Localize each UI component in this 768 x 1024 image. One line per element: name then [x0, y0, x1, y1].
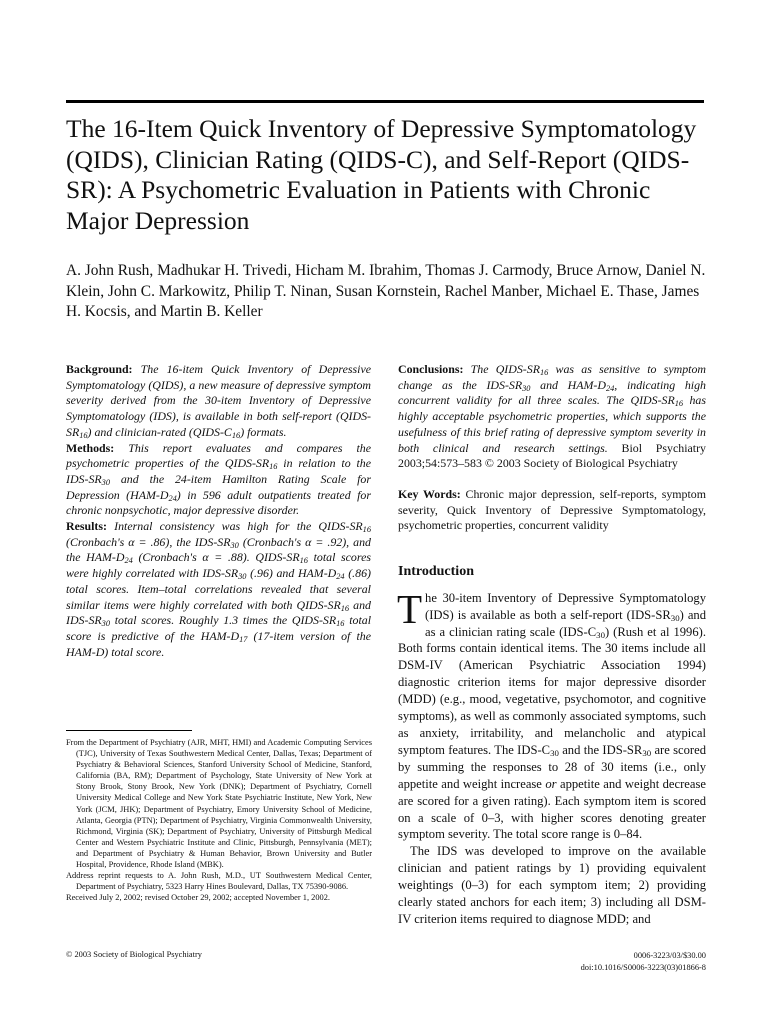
- footer-ids: [581, 950, 706, 974]
- footnotes: [66, 737, 372, 903]
- author-list: A. John Rush, Madhukar H. Trivedi, Hicham M. Ibrahim, Thomas J. Carmody, Bruce Arnow, Daniel N. Klein, John C. Markowitz, Philip T. Ninan, Susan Kornstein, Rachel Manber, Michael E. Thase, James H. Kocsis, and Martin B. Keller: [66, 262, 706, 320]
- abstract-methods: Methods: This report evaluates and compares the psychometric properties of the QIDS-$SR_{16}$ in relation to the IDS-$SR_{30}$ and the 24-item Hamilton Rating Scale for Depression $(HAM-D_{24})$ in 596 adult outpatients treated for chronic nonpsychotic, major depressive disorder.: [66, 440, 371, 518]
- top-rule: [66, 100, 704, 103]
- abstract-left-column: [66, 362, 371, 660]
- key-words: Key Words: Chronic major depression, self-reports, symptom severity, Quick Inventory of Depressive Symptomatology, psychometric properties, concurrent validity: [398, 486, 706, 533]
- abstract-conclusions: Conclusions: The QIDS-$SR_{16}$ was as sensitive to symptom change as the IDS-$SR_{30}$ and HAM-$D_{24}$, indicating high concurrent validity for all three scales. The QIDS-$SR_{16}$ has highly acceptable psychometric properties, which supports the usefulness of this brief rating of depressive symptom severity in both clinical and research settings. Biol Psychiatry 2003;54:573–583 © 2003 Society of Biological Psychiatry: [398, 362, 707, 471]
- issn: 0006-3223/03/$30.00: [633, 951, 706, 960]
- article-title: The 16-Item Quick Inventory of Depressive Symptomatology (QIDS), Clinician Rating (QIDS-C), and Self-Report (QIDS-SR): A Psychometric Evaluation in Patients with Chronic Major Depression: [66, 114, 697, 235]
- drop-cap: T: [397, 585, 423, 632]
- doi: doi:10.1016/S0006-3223(03)01866-8: [580, 963, 706, 972]
- affiliations-footnote: From the Department of Psychiatry (AJR, MHT, HMI) and Academic Computing Services (TJC), University of Texas Southwestern Medical Center, Dallas, Texas; Department of Psychiatry & Behavioral Sciences, Stanford University School of Medicine, Stanford, California (BA, RM); Department of Psychology, State University of New York at Stony Brook, Stony Brook, New York (DNK); Department of Psychiatry, Cornell University Medical College and New York State Psychiatric Institute, New York, New York (JCM, JHK); Department of Psychiatry, Emory University School of Medicine, Atlanta, Georgia (PTN); Department of Psychiatry, Virginia Commonwealth University, Richmond, Virginia (SK); Department of Psychiatry, University of Pittsburgh Medical Center and Western Psychiatric Institute and Clinic, Pittsburgh, Pennsylvania (MET); and Department of Psychiatry & Human Behavior, Brown University and Butler Hospital, Providence, Rhode Island (MBK).: [66, 738, 372, 870]
- introduction-heading: Introduction: [398, 564, 474, 580]
- abstract-results: Results: Internal consistency was high for the QIDS-$SR_{16}$ (Cronbach's α = .86), the IDS-$SR_{30}$ (Cronbach's α = .92), and the HAM-$D_{24}$ (Cronbach's α = .88). QIDS-$SR_{16}$ total scores were highly correlated with IDS-$SR_{30}$ (.96) and HAM-$D_{24}$ (.86) total scores. Item–total correlations revealed that several similar items were highly correlated with both QIDS-$SR_{16}$ and IDS-$SR_{30}$ total scores. Roughly 1.3 times the QIDS-$SR_{16}$ total score is predictive of the HAM-$D_{17}$ (17-item version of the HAM-D) total score.: [66, 519, 371, 659]
- received-footnote: Received July 2, 2002; revised October 29, 2002; accepted November 1, 2002.: [66, 893, 330, 903]
- intro-paragraph-2: The IDS was developed to improve on the available clinician and patient ratings by 1) providing equivalent weightings (0–3) for each symptom item; 2) providing clearly stated anchors for each item; 3) including all DSM-IV criterion items required to diagnose MDD; and: [398, 844, 706, 926]
- citation: Biol Psychiatry 2003;54:573–583 © 2003 Society of Biological Psychiatry: [398, 440, 706, 471]
- right-column: [398, 362, 706, 928]
- copyright: © 2003 Society of Biological Psychiatry: [66, 950, 202, 959]
- introduction-body: [397, 585, 706, 928]
- footnote-rule: [66, 730, 192, 731]
- intro-paragraph-1: The 30-item Inventory of Depressive Symptomatology (IDS) is available as both a self-report $(IDS-SR_{30})$ and as a clinician rating scale $(IDS-C_{30})$ (Rush et al 1996). Both forms contain identical items. The 30 items include all DSM-IV (American Psychiatric Association 1994) diagnostic criterion items for major depressive disorder (MDD) (e.g., mood, vegetative, psychomotor, and cognitive symptoms), as well as commonly associated symptoms, such as anxiety, irritability, and melancholic and atypical symptom features. The IDS-$C_{30}$ and the IDS-$SR_{30}$ are scored by summing the responses to 28 of 30 items (i.e., only appetite and weight increase or appetite and weight decrease are scored for a given rating). Each symptom item is scored on a scale of 0–3, with higher scores denoting greater symptom severity. The total score range is 0–84.: [397, 585, 706, 842]
- address-footnote: Address reprint requests to A. John Rush, M.D., UT Southwestern Medical Center, Department of Psychiatry, 5323 Harry Hines Boulevard, Dallas, TX 75390-9086.: [66, 871, 372, 892]
- abstract-background: Background: The 16-item Quick Inventory of Depressive Symptomatology (QIDS), a new measure of depressive symptom severity derived from the 30-item Inventory of Depressive Symptomatology (IDS), is available in both self-report $(QIDS-SR_{16})$ and clinician-rated $(QIDS-C_{16})$ formats.: [66, 362, 371, 440]
